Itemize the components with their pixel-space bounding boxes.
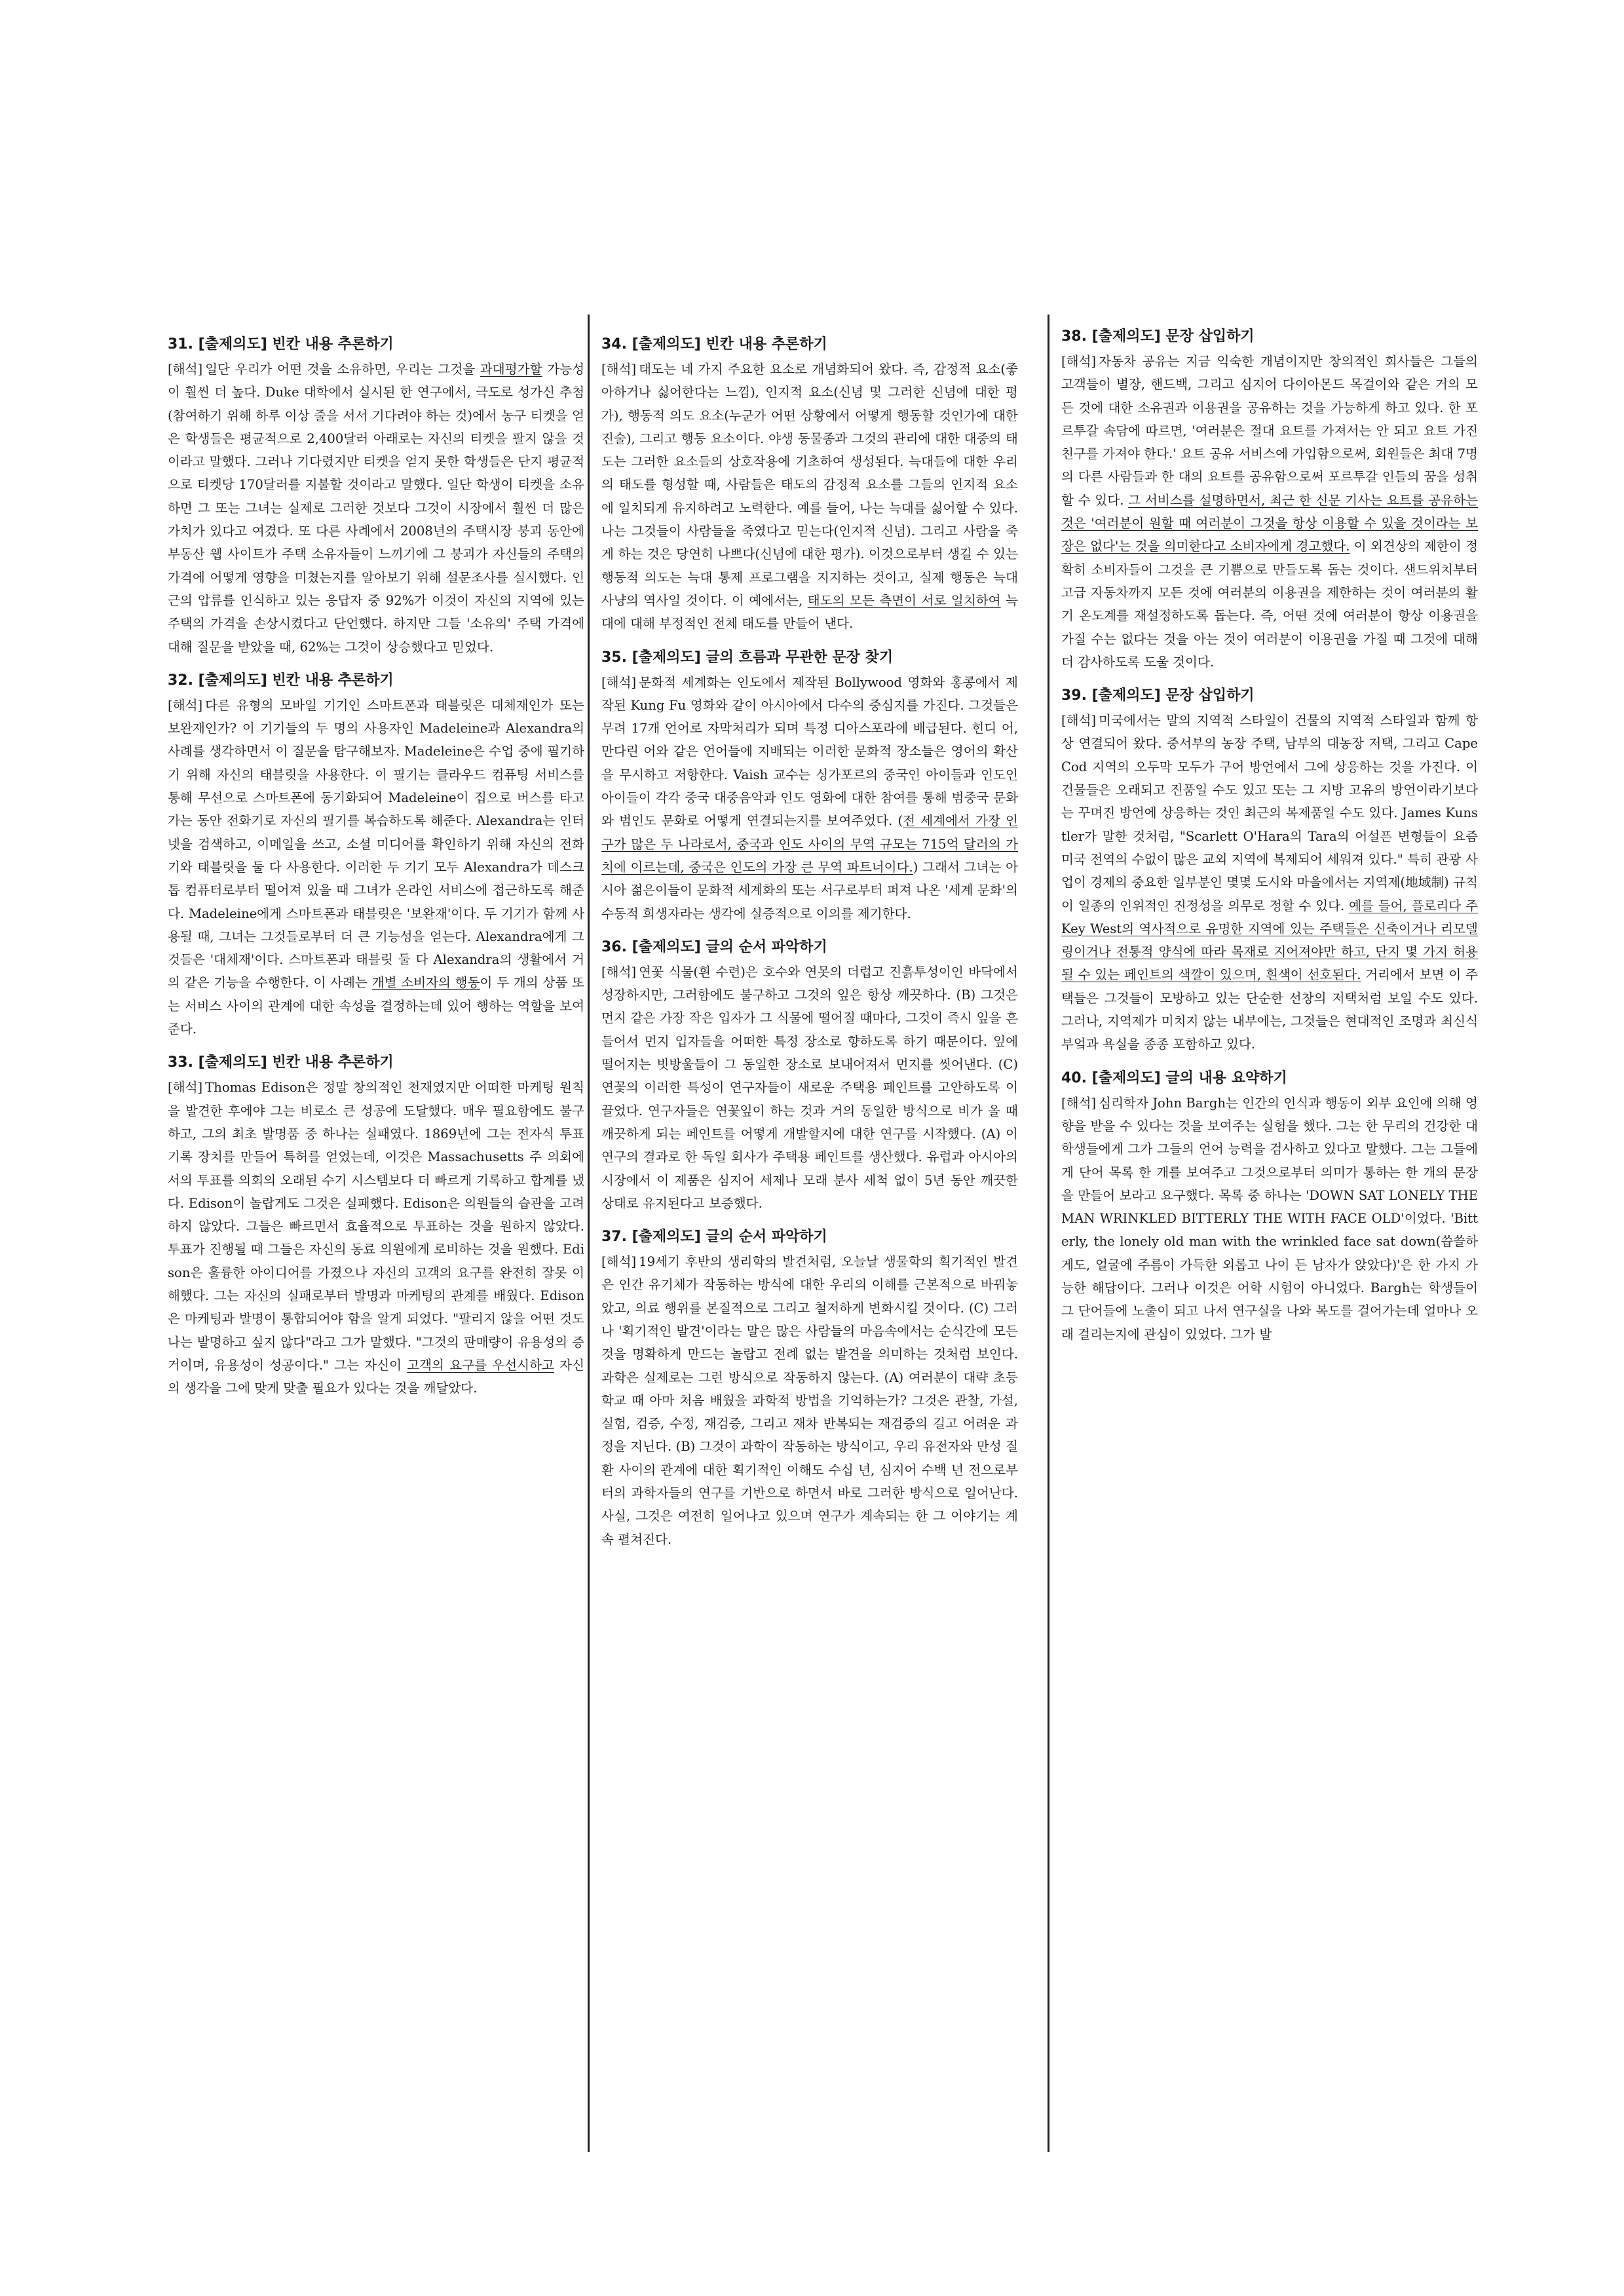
body-text: 연꽃 식물(흰 수련)은 호수와 연못의 더럽고 진흙투성이인 바닥에서 성장하지만, 그러함에도 불구하고 그것의 잎은 항상 깨끗하다. (B) 그것은 먼지 같은 가장 작은 입자가 그 식물에 떨어질 때마다, 그것이 즉시 잎을 흔들어서 먼지 입자들을 어떠한 특정 장소로 향하도록 하기 때문이다. 잎에 떨어지는 빗방울들이 그 동일한 장소로 보내어져서 먼지를 씻어낸다. (C) 연꽃의 이러한 특성이 연구자들이 새로운 주택용 페인트를 고안하도록 이끌었다. 연구자들은 연꽃잎이 하는 것과 거의 동일한 방식으로 비가 올 때 깨끗하게 되는 페인트를 어떻게 개발할지에 대한 연구를 시작했다. (A) 이 연구의 결과로 한 독일 회사가 주택용 페인트를 생산했다. 유럽과 아시아의 시장에서 이 제품은 심지어 세제나 모래 분사 세척 없이 5년 동안 깨끗한 상태로 유지된다고 보증했다. [601,964,1018,1211]
section-40 [1061,1067,1478,1346]
explanation-label: [해석] [1061,713,1097,729]
section-32 [168,669,584,1041]
section-body [168,358,584,659]
body-text: 자동차 공유는 지금 익숙한 개념이지만 창의적인 회사들은 그들의 고객들이 별장, 핸드백, 그리고 심지어 다이아몬드 목걸이와 같은 거의 모든 것에 대한 소유권과 이용권을 공유하는 것을 가능하게 하고 있다. 한 포르투갈 속담에 따르면, '여러분은 절대 요트를 가져서는 안 되고 요트 가진 친구를 가져야 한다.' 요트 공유 서비스에 가입함으로써, 회원들은 최대 7명의 다른 사람들과 한 대의 요트를 공유함으로써 포르투갈 인들의 꿈을 성취할 수 있다. [1061,354,1478,508]
section-heading: 35. [출제의도] 글의 흐름과 무관한 문장 찾기 [601,649,894,666]
column-2 [601,333,1018,2132]
explanation-label: [해석] [601,362,637,377]
underlined-answer: 고객의 요구를 우선시하고 [407,1357,554,1373]
section-body [168,694,584,1041]
section-body [1061,1092,1478,1346]
section-heading: 37. [출제의도] 글의 순서 파악하기 [601,1229,827,1246]
section-body [601,671,1018,925]
underlined-answer: 과대평가할 [480,362,542,377]
underlined-answer: 예를 들어, 플로리다 주 Key West의 역사적으로 유명한 지역에 있는 주택들은 신축이거나 리모델링이거나 전통적 양식에 따라 목재로 지어져야만 하고, 단지 몇 가지 허용될 수 있는 페인트의 색깔이 있으며, 흰색이 선호된다. [1061,898,1478,983]
explanation-label: [해석] [168,697,203,713]
body-text: 태도는 네 가지 주요한 요소로 개념화되어 왔다. 즉, 감정적 요소(좋아하거나 싫어한다는 느낌), 인지적 요소(신념 및 그러한 신념에 대한 평가), 행동적 의도 요소(누군가 어떤 상황에서 어떻게 행동할 것인가에 대한 진술), 그리고 행동 요소이다. 야생 동물종과 그것의 관리에 대한 대중의 태도는 그러한 요소들의 상호작용에 기초하여 생성된다. 늑대들에 대한 우리의 태도를 형성할 때, 사람들은 태도의 감정적 요소를 그들의 인지적 요소에 일치되게 유지하려고 노력한다. 예를 들어, 나는 늑대를 싫어할 수 있다. 나는 그것들이 사람들을 죽였다고 믿는다(인지적 신념). 그리고 사람을 죽게 하는 것은 당연히 나쁘다(신념에 대한 평가). 이것으로부터 생길 수 있는 행동적 의도는 늑대 통제 프로그램을 지지하는 것이고, 실제 행동은 늑대 사냥의 역사일 것이다. 이 예에서는, [601,362,1018,608]
section-38 [1061,325,1478,674]
section-heading: 31. [출제의도] 빈칸 내용 추론하기 [168,336,394,353]
body-text: Thomas Edison은 정말 창의적인 천재였지만 어떠한 마케팅 원칙을 발견한 후에야 그는 비로소 큰 성공에 도달했다. 매우 필요함에도 불구하고, 그의 최초 발명품 중 하나는 실패였다. 1869년에 그는 전자식 투표 기록 장치를 만들어 특허를 얻었는데, 이것은 Massachusetts 주 의회에서의 투표를 의회의 오래된 수기 시스템보다 더 빠르게 기록하고 합계를 냈다. Edison이 놀랍게도 그것은 실패했다. Edison은 의원들의 습관을 고려하지 않았다. 그들은 빠르면서 효율적으로 투표하는 것을 원하지 않았다. 투표가 진행될 때 그들은 자신의 동료 의원에게 로비하는 것을 원했다. Edison은 훌륭한 아이디어를 가졌으나 자신의 고객의 요구를 완전히 잘못 이해했다. 그는 자신의 실패로부터 발명과 마케팅의 관계를 배웠다. Edison은 마케팅과 발명이 통합되어야 함을 알게 되었다. "팔리지 않을 어떤 것도 나는 발명하고 싶지 않다"라고 그가 말했다. "그것의 판매량이 유용성의 증거이며, 유용성이 성공이다." 그는 자신이 [168,1080,584,1373]
section-37 [601,1225,1018,1551]
body-text: 다른 유형의 모바일 기기인 스마트폰과 태블릿은 대체재인가 또는 보완재인가? 이 기기들의 두 명의 사용자인 Madeleine과 Alexandra의 사례를 생각하면서 이 질문을 탐구해보자. Madeleine은 수업 중에 필기하기 위해 자신의 태블릿을 사용한다. 이 필기는 클라우드 컴퓨팅 서비스를 통해 무선으로 스마트폰에 동기화되어 Madeleine이 집으로 버스를 타고 가는 동안 전화기로 자신의 필기를 복습하도록 해준다. Alexandra는 인터넷을 검색하고, 이메일을 쓰고, 소셜 미디어를 확인하기 위해 자신의 전화기와 태블릿을 둘 다 사용한다. 이러한 두 기기 모두 Alexandra가 데스크톱 컴퓨터로부터 떨어져 있을 때 그녀가 온라인 서비스에 접근하도록 해준다. Madeleine에게 스마트폰과 태블릿은 '보완재'이다. 두 기기가 함께 사용될 때, 그녀는 그것들로부터 더 큰 기능성을 얻는다. Alexandra에게 그것들은 '대체재'이다. 스마트폰과 태블릿 둘 다 Alexandra의 생활에서 거의 같은 기능을 수행한다. 이 사례는 [168,697,584,991]
explanation-label: [해석] [168,362,203,377]
body-text: 19세기 후반의 생리학의 발견처럼, 오늘날 생물학의 획기적인 발견은 인간 유기체가 작동하는 방식에 대한 우리의 이해를 근본적으로 바꿔놓았고, 의료 행위를 본질적으로 그리고 철저하게 변화시킬 것이다. (C) 그러나 '획기적인 발견'이라는 말은 많은 사람들의 마음속에서는 순식간에 모든 것을 명확하게 만드는 놀랍고 전례 없는 발견을 의미하는 것처럼 보인다. 과학은 실제로는 그런 방식으로 작동하지 않는다. (A) 여러분이 대략 초등학교 때 아마 처음 배웠을 과학적 방법을 기억하는가? 그것은 관찰, 가설, 실험, 검증, 수정, 재검증, 그리고 재차 반복되는 재검증의 길고 어려운 과정을 지닌다. (B) 그것이 과학이 작동하는 방식이고, 우리 유전자와 만성 질환 사이의 관계에 대한 획기적인 이해도 수십 년, 심지어 수백 년 전으로부터의 과학자들의 연구를 기반으로 하면서 바로 그러한 방식으로 일어난다. 사실, 그것은 여전히 일어나고 있으며 연구가 계속되는 한 그 이야기는 계속 펼쳐진다. [601,1254,1018,1547]
section-35 [601,646,1018,925]
section-36 [601,936,1018,1215]
section-heading: 34. [출제의도] 빈칸 내용 추론하기 [601,336,827,353]
underlined-answer: 개별 소비자의 행동 [371,975,480,991]
body-text: 일단 우리가 어떤 것을 소유하면, 우리는 그것을 [205,362,480,377]
body-text: 문화적 세계화는 인도에서 제작된 Bollywood 영화와 홍콩에서 제작된 Kung Fu 영화와 같이 아시아에서 다수의 중심지를 가진다. 그것들은 무려 17개 언어로 자막처리가 되며 특정 디아스포라에 배급된다. 힌디 어, 만다린 어와 같은 언어들에 지배되는 이러한 문화적 장소들은 영어의 확산을 무시하고 저항한다. Vaish 교수는 싱가포르의 중국인 아이들과 인도인 아이들이 각각 중국 대중음악과 인도 영화에 대한 참여를 통해 범중국 문화와 범인도 문화로 어떻게 연결되는지를 보여주었다. ( [601,674,1018,829]
section-heading: 39. [출제의도] 문장 삽입하기 [1061,687,1255,704]
body-text: 자신의 생각을 그에 맞게 맞출 필요가 있다는 것을 깨달았다. [168,1357,584,1396]
underlined-answer: 그 서비스를 설명하면서, 최근 한 신문 기사는 요트를 공유하는 것은 '여러분이 원할 때 여러분이 그것을 항상 이용할 수 있을 것이라는 보장은 없다'는 것을 의미한다고 소비자에게 경고했다. [1061,492,1478,554]
section-body [1061,350,1478,674]
section-39 [1061,684,1478,1056]
section-body [601,961,1018,1215]
explanation-label: [해석] [601,674,637,690]
explanation-label: [해석] [1061,1095,1097,1111]
underlined-answer: 태도의 모든 측면이 서로 일치하여 [807,592,1001,608]
explanation-label: [해석] [601,1254,637,1270]
section-34 [601,333,1018,636]
explanation-label: [해석] [601,964,637,980]
body-text: 이 외견상의 제한이 정확히 소비자들이 그것을 큰 기쁨으로 만들도록 돕는 것이다. 샌드위치부터 고급 자동차까지 모든 것에 여러분의 이용권을 제한하는 것이 여러분의 활기 온도계를 재설정하도록 돕는다. 즉, 어떤 것에 여러분이 항상 이용권을 가질 수는 없다는 것을 아는 것이 여러분이 이용권을 가질 때 그것에 대해 더 감사하도록 도울 것이다. [1061,539,1478,670]
section-body [601,358,1018,636]
section-heading: 33. [출제의도] 빈칸 내용 추론하기 [168,1054,394,1071]
body-text: 늑대에 대해 부정적인 전체 태도를 만들어 낸다. [601,592,1018,632]
column-divider-right [1048,315,1049,2152]
column-3 [1061,315,1478,2132]
explanation-label: [해석] [1061,354,1097,369]
body-text: 거리에서 보면 이 주택들은 그것들이 모방하고 있는 단순한 선창의 저택처럼 보일 수도 있다. 그러나, 지역제가 미치지 않는 내부에는, 그것들은 현대적인 조명과 최신식 부엌과 욕실을 종종 포함하고 있다. [1061,967,1478,1052]
explanation-label: [해석] [168,1080,203,1096]
column-divider-left [588,315,590,2152]
body-text: 심리학자 John Bargh는 인간의 인식과 행동이 외부 요인에 의해 영향을 받을 수 있다는 것을 보여주는 실험을 했다. 그는 한 무리의 건강한 대학생들에게 그가 그들의 언어 능력을 검사하고 있다고 말했다. 그는 그들에게 단어 목록 한 개를 보여주고 그것으로부터 의미가 통하는 한 개의 문장을 만들어 보라고 요구했다. 목록 중 하나는 'DOWN SAT LONELY THE MAN WRINKLED BITTERLY THE WITH FACE OLD'이었다. 'Bitterly, the lonely old man with the wrinkled face sat down(씁쓸하게도, 얼굴에 주름이 가득한 외롭고 나이 든 남자가 앉았다)'은 한 가지 가능한 해답이다. 그러나 이것은 어학 시험이 아니었다. Bargh는 학생들이 그 단어들에 노출이 되고 나서 연구실을 나와 복도를 걸어가는데 얼마나 오래 걸리는지에 관심이 있었다. 그가 발 [1061,1095,1478,1342]
section-heading: 40. [출제의도] 글의 내용 요약하기 [1061,1069,1287,1086]
section-heading: 32. [출제의도] 빈칸 내용 추론하기 [168,672,394,689]
section-body [601,1250,1018,1551]
section-heading: 36. [출제의도] 글의 순서 파악하기 [601,938,827,955]
column-1 [168,333,584,2132]
section-body [1061,709,1478,1056]
section-body [168,1076,584,1400]
section-heading: 38. [출제의도] 문장 삽입하기 [1061,328,1255,345]
underlined-answer: 전 세계에서 가장 인구가 많은 두 나라로서, 중국과 인도 사이의 무역 규모는 715억 달러의 가치에 이르는데, 중국은 인도의 가장 큰 무역 파트너이다. [601,813,1018,875]
section-31 [168,333,584,659]
body-text: 가능성이 훨씬 더 높다. Duke 대학에서 실시된 한 연구에서, 극도로 성가신 추첨(참여하기 위해 하루 이상 줄을 서서 기다려야 하는 것)에서 농구 티켓을 얻은 학생들은 평균적으로 2,400달러 아래로는 자신의 티켓을 팔지 않을 것이라고 말했다. 그러나 기다렸지만 티켓을 얻지 못한 학생들은 단지 평균적으로 티켓당 170달러를 지불할 것이라고 말했다. 일단 학생이 티켓을 소유하면 그 또는 그녀는 실제로 그러한 것보다 그것이 시장에서 훨씬 더 많은 가치가 있다고 여겼다. 또 다른 사례에서 2008년의 주택시장 붕괴 동안에 부동산 웹 사이트가 주택 소유자들이 느끼기에 그 붕괴가 자신들의 주택의 가격에 어떻게 영향을 미쳤는지를 알아보기 위해 설문조사를 실시했다. 인근의 압류를 인식하고 있는 응답자 중 92%가 이것이 자신의 지역에 있는 주택의 가격을 손상시켰다고 단언했다. 하지만 그들 '소유의' 주택 가격에 대해 질문을 받았을 때, 62%는 그것이 상승했다고 믿었다. [168,362,584,655]
body-text: ) 그래서 그녀는 아시아 젊은이들이 문화적 세계화의 또는 서구로부터 퍼져 나온 '세계 문화'의 수동적 희생자라는 생각에 실증적으로 이의를 제기한다. [601,859,1018,921]
body-text: 미국에서는 말의 지역적 스타일이 건물의 지역적 스타일과 함께 항상 연결되어 왔다. 중서부의 농장 주택, 남부의 대농장 저택, 그리고 Cape Cod 지역의 오두막 모두가 구어 방언에서 그에 상응하는 것을 가진다. 이 건물들은 오래되고 진품일 수도 있고 또는 그 지방 고유의 방언이라기보다는 꾸며진 방언에 상응하는 것인 최근의 복제품일 수도 있다. James Kunstler가 말한 것처럼, "Scarlett O'Hara의 Tara의 어설픈 변형들이 요즘 미국 전역의 수없이 많은 교외 지역에 복제되어 세워져 있다." 특히 관광 사업이 경제의 중요한 일부분인 몇몇 도시와 마을에서는 지역제(地域制) 규칙이 일종의 인위적인 진정성을 의무로 정할 수 있다. [1061,713,1478,913]
body-text: 이 두 개의 상품 또는 서비스 사이의 관계에 대한 속성을 결정하는데 있어 행하는 역할을 보여준다. [168,975,584,1037]
section-33 [168,1051,584,1400]
